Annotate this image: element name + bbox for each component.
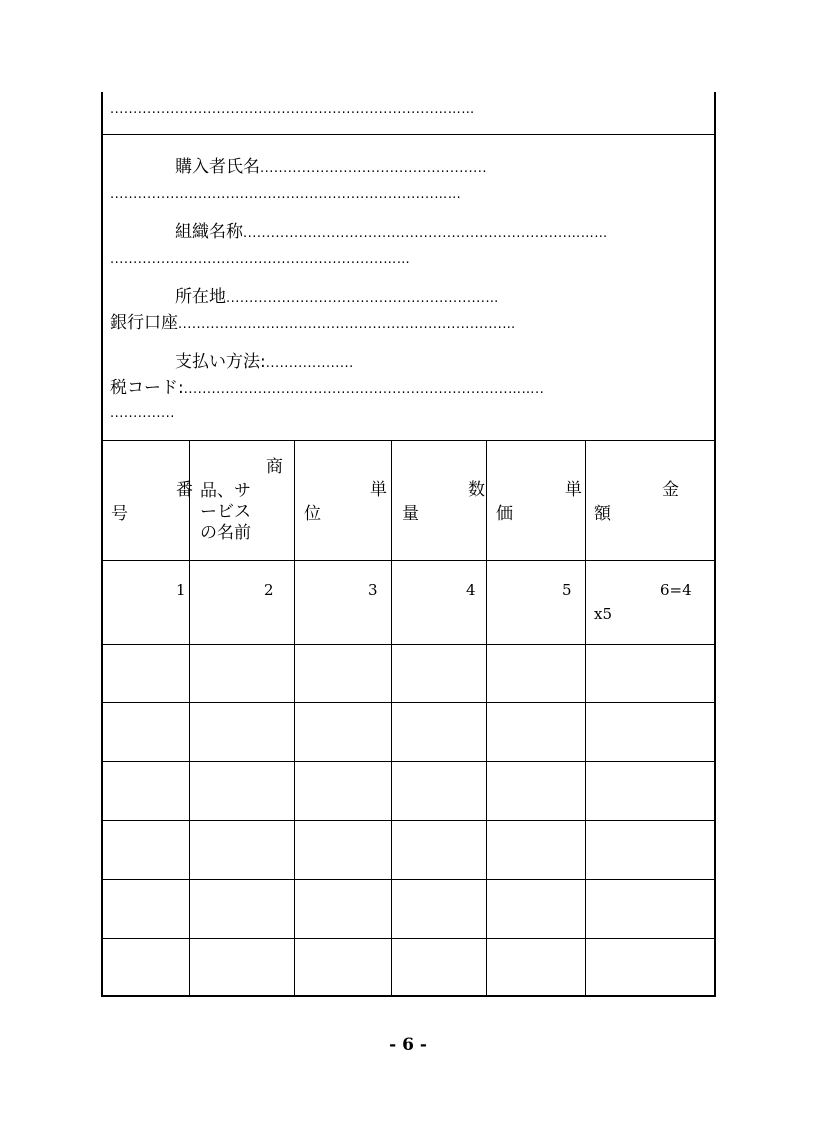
header-item-line2: ービス: [200, 502, 251, 522]
organization-dots: ......................................................................………: [243, 226, 608, 241]
table-column-divider: [486, 440, 487, 997]
table-top-border: [101, 440, 716, 441]
header-amount-top: 金: [662, 480, 679, 500]
organization-field: [175, 222, 608, 244]
table-column-divider: [189, 440, 190, 997]
buyer-name-dots-2: ......................................................................……: [110, 187, 462, 202]
header-amount-bottom: 額: [594, 504, 611, 524]
header-qty-top: 数: [468, 480, 485, 500]
table-column-divider: [391, 440, 392, 997]
buyer-name-label: 購入者氏名: [175, 157, 260, 177]
page-number: - 6 -: [389, 1035, 427, 1055]
table-row-border: [101, 644, 716, 645]
column-number-6-formula: x5: [594, 605, 613, 623]
header-item-top: 商: [266, 457, 283, 477]
payment-method-field: [175, 352, 354, 374]
organization-label: 組織名称: [175, 222, 243, 242]
header-price-top: 単: [565, 480, 582, 500]
header-no-top: 番: [176, 480, 193, 500]
tax-code-dots: ......................................................................……..: [183, 382, 545, 397]
payment-method-dots: ...................: [265, 356, 354, 371]
table-row-border: [101, 938, 716, 939]
tax-code-field: [110, 378, 544, 400]
top-dotted-line: ......................................................................………: [110, 102, 475, 117]
tax-code-label: 税コード:: [110, 378, 184, 398]
header-item-line1: 品、サ: [200, 481, 251, 501]
column-number-3: 3: [368, 581, 378, 599]
bank-account-field: [110, 313, 516, 335]
column-number-4: 4: [466, 581, 476, 599]
tax-code-dots-2: ..............: [110, 406, 175, 421]
table-header-border: [101, 560, 716, 561]
section-divider: [101, 134, 716, 135]
table-row-border: [101, 820, 716, 821]
table-row-border: [101, 702, 716, 703]
header-unit-top: 単: [370, 480, 387, 500]
payment-method-label: 支払い方法:: [175, 352, 266, 372]
bank-account-label: 銀行口座: [110, 313, 178, 333]
column-number-5: 5: [562, 581, 572, 599]
buyer-name-field: [175, 157, 487, 179]
table-column-divider: [585, 440, 586, 997]
column-number-1: 1: [176, 581, 186, 599]
address-field: [175, 287, 499, 309]
organization-dots-2: ...........................................................……: [110, 252, 411, 267]
table-row-border: [101, 761, 716, 762]
header-unit-bottom: 位: [304, 504, 321, 524]
header-item-line3: の名前: [200, 523, 251, 543]
header-qty-bottom: 量: [402, 504, 419, 524]
buyer-name-dots: .................................................: [260, 161, 487, 176]
header-price-bottom: 価: [496, 504, 513, 524]
table-column-divider: [294, 440, 295, 997]
header-no-bottom: 号: [111, 504, 128, 524]
address-dots: ........................................................…: [226, 291, 499, 306]
table-row-border: [101, 879, 716, 880]
address-label: 所在地: [175, 287, 226, 307]
column-number-2: 2: [264, 581, 274, 599]
column-number-6: 6=4: [660, 581, 692, 599]
bank-account-dots: ......................................................................…: [178, 317, 516, 332]
